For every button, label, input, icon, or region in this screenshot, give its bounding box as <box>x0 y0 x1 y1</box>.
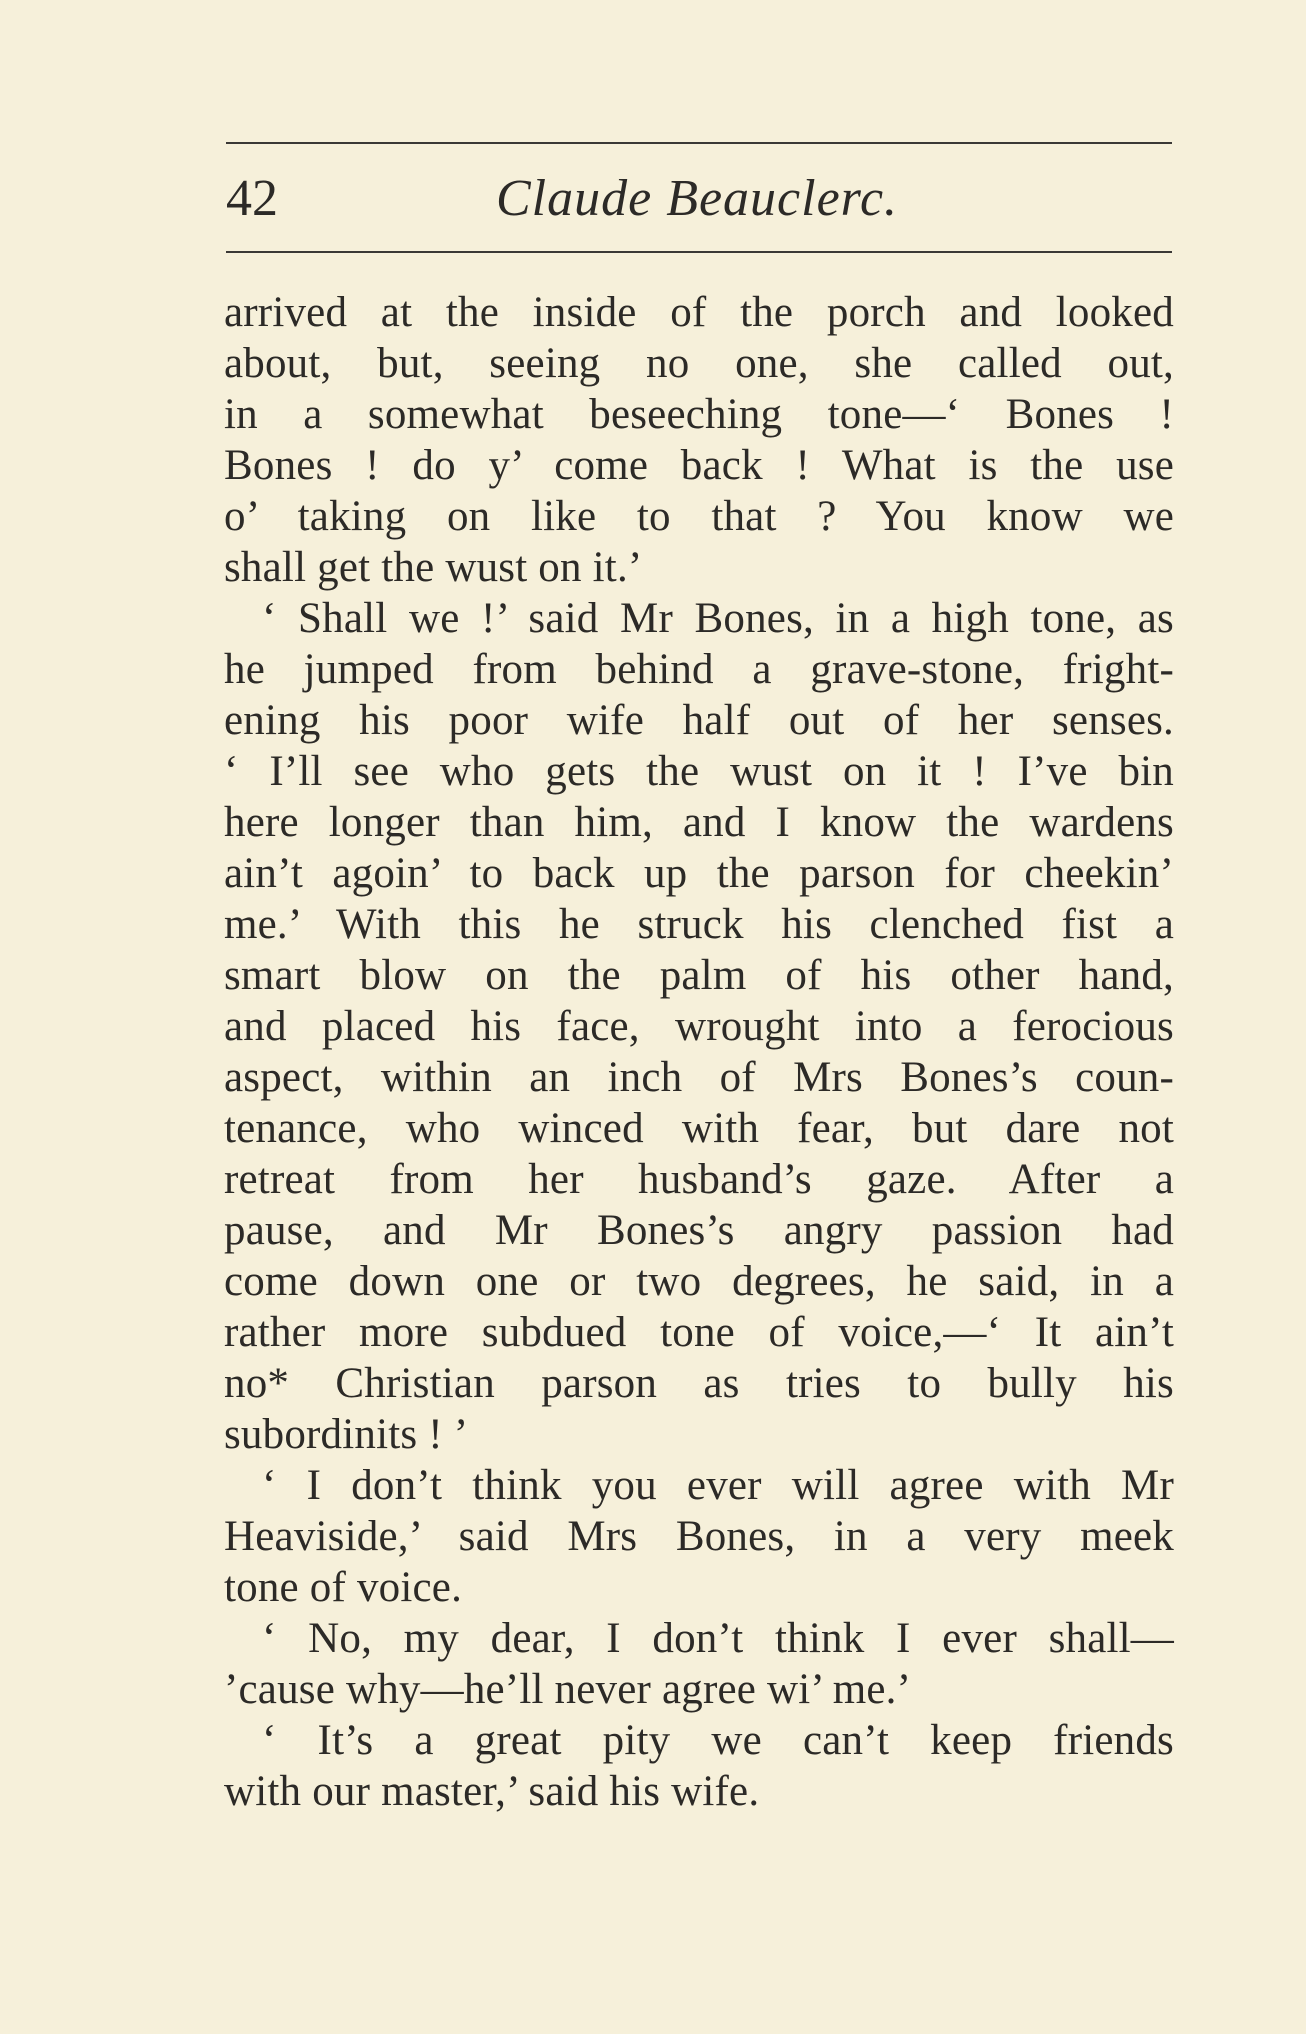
header-top-rule <box>226 142 1172 144</box>
text-line: come down one or two degrees, he said, in a <box>224 1258 1174 1305</box>
text-line: he jumped from behind a grave-stone, fright- <box>224 646 1174 693</box>
text-line: rather more subdued tone of voice,—‘ It ain’t <box>224 1309 1174 1356</box>
body-text <box>224 287 1174 1817</box>
text-line: aspect, within an inch of Mrs Bones’s coun- <box>224 1054 1174 1101</box>
text-line: ening his poor wife half out of her senses. <box>224 697 1174 744</box>
text-line: ‘ It’s a great pity we can’t keep friends <box>262 1717 1174 1764</box>
text-line: ‘ I don’t think you ever will agree with Mr <box>262 1462 1174 1509</box>
text-line: here longer than him, and I know the wardens <box>224 799 1174 846</box>
text-line: ‘ Shall we !’ said Mr Bones, in a high tone, as <box>262 595 1174 642</box>
text-line: smart blow on the palm of his other hand, <box>224 952 1174 999</box>
text-line: tenance, who winced with fear, but dare not <box>224 1105 1174 1152</box>
text-line: Heaviside,’ said Mrs Bones, in a very meek <box>224 1513 1174 1560</box>
text-line: arrived at the inside of the porch and looked <box>224 289 1174 336</box>
text-line: o’ taking on like to that ? You know we <box>224 493 1174 540</box>
header-bottom-rule <box>226 251 1172 253</box>
text-line: pause, and Mr Bones’s angry passion had <box>224 1207 1174 1254</box>
text-line: ain’t agoin’ to back up the parson for cheekin’ <box>224 850 1174 897</box>
text-line: and placed his face, wrought into a ferocious <box>224 1003 1174 1050</box>
page-number: 42 <box>226 170 278 227</box>
page-header <box>226 163 1172 235</box>
running-title: Claude Beauclerc. <box>496 170 899 227</box>
text-line: in a somewhat beseeching tone—‘ Bones ! <box>224 391 1174 438</box>
text-line: me.’ With this he struck his clenched fist a <box>224 901 1174 948</box>
text-line: ‘ No, my dear, I don’t think I ever shall— <box>262 1615 1174 1662</box>
text-line: ‘ I’ll see who gets the wust on it ! I’ve bin <box>224 748 1174 795</box>
text-line: about, but, seeing no one, she called out, <box>224 340 1174 387</box>
text-line: ’cause why—he’ll never agree wi’ me.’ <box>224 1666 912 1713</box>
text-line: shall get the wust on it.’ <box>224 544 643 591</box>
text-line: no* Christian parson as tries to bully his <box>224 1360 1174 1407</box>
text-line: with our master,’ said his wife. <box>224 1768 760 1815</box>
text-line: retreat from her husband’s gaze. After a <box>224 1156 1174 1203</box>
text-line: Bones ! do y’ come back ! What is the use <box>224 442 1174 489</box>
text-line: tone of voice. <box>224 1564 463 1611</box>
text-line: subordinits ! ’ <box>224 1411 469 1458</box>
